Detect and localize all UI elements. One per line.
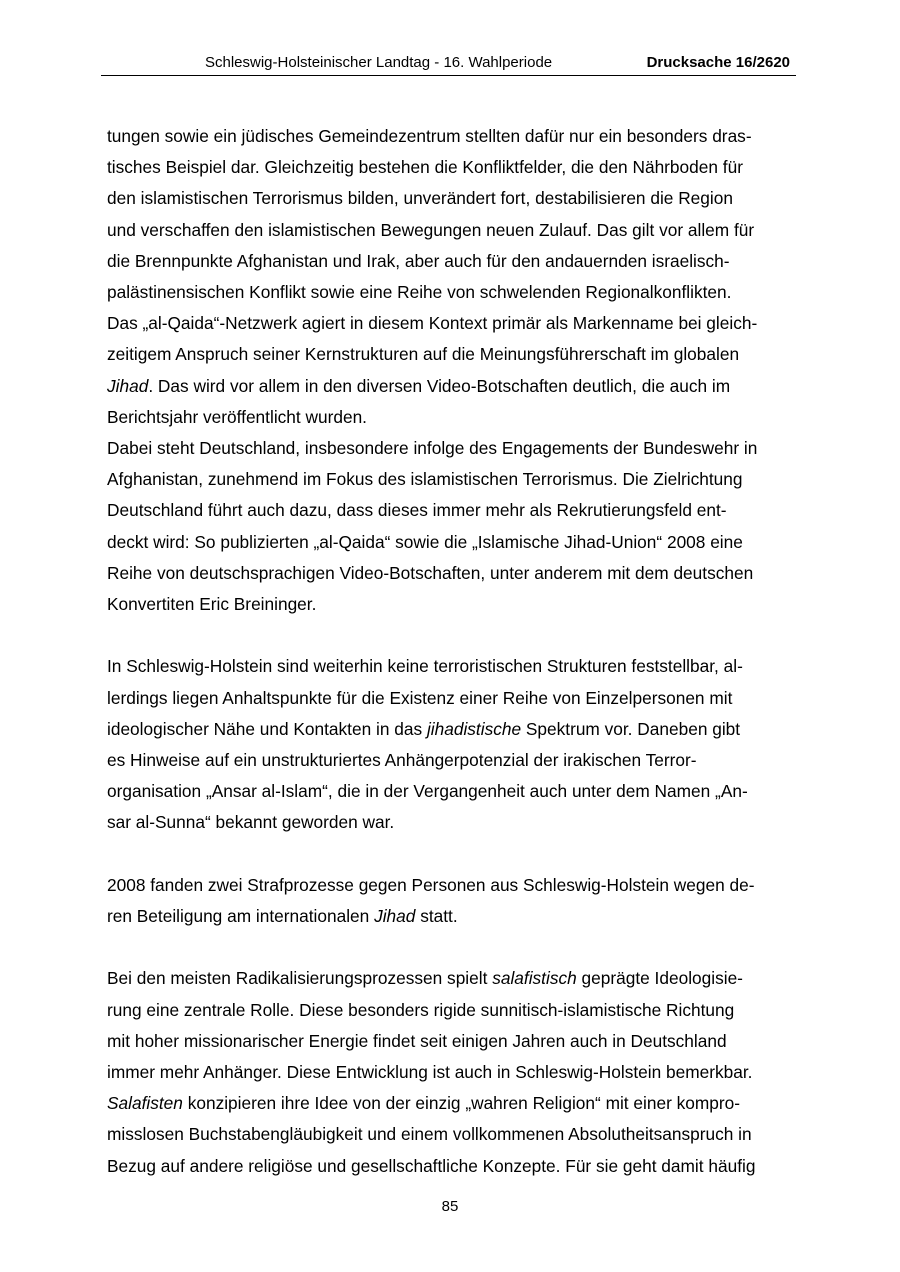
italic-term: salafistisch bbox=[492, 968, 577, 989]
text-line bbox=[107, 277, 792, 308]
text-line bbox=[107, 963, 792, 994]
text-line bbox=[107, 308, 792, 339]
text-run: Spektrum vor. Daneben gibt bbox=[521, 718, 741, 739]
paragraph-gap bbox=[107, 839, 792, 870]
text-run: geprägte Ideologisie- bbox=[576, 968, 743, 989]
text-run: Bei den meisten Radikalisierungsprozessen spielt bbox=[107, 968, 493, 989]
text-run: und verschaffen den islamistischen Bewegungen neuen Zulauf. Das gilt vor allem für bbox=[107, 219, 755, 240]
text-line bbox=[107, 807, 792, 838]
text-line bbox=[107, 152, 792, 183]
text-run: Dabei steht Deutschland, insbesondere infolge des Engagements der Bundeswehr in bbox=[107, 438, 758, 459]
text-run: zeitigem Anspruch seiner Kernstrukturen auf die Meinungsführerschaft im globalen bbox=[107, 344, 740, 365]
text-run: lerdings liegen Anhaltspunkte für die Existenz einer Reihe von Einzelpersonen mit bbox=[107, 687, 733, 708]
text-run: palästinensischen Konflikt sowie eine Reihe von schwelenden Regionalkonflikten. bbox=[107, 282, 732, 303]
text-run: konzipieren ihre Idee von der einzig „wahren Religion“ mit einer kompro- bbox=[182, 1093, 741, 1114]
text-line bbox=[107, 183, 792, 214]
text-run: tisches Beispiel dar. Gleichzeitig bestehen die Konfliktfelder, die den Nährboden für bbox=[107, 157, 743, 178]
text-run: sar al-Sunna“ bekannt geworden war. bbox=[107, 812, 395, 833]
text-line bbox=[107, 339, 792, 370]
text-line bbox=[107, 776, 792, 807]
text-run: ideologischer Nähe und Kontakten in das bbox=[107, 718, 427, 739]
text-run: immer mehr Anhänger. Diese Entwicklung ist auch in Schleswig-Holstein bemerkbar. bbox=[107, 1062, 753, 1083]
text-line bbox=[107, 995, 792, 1026]
text-line bbox=[107, 371, 792, 402]
text-run: den islamistischen Terrorismus bilden, unverändert fort, destabilisieren die Region bbox=[107, 188, 733, 209]
text-run: . Das wird vor allem in den diversen Video-Botschaften deutlich, die auch im bbox=[148, 375, 731, 396]
text-line bbox=[107, 1151, 792, 1182]
text-line bbox=[107, 433, 792, 464]
page-header bbox=[101, 53, 796, 76]
italic-term: Jihad bbox=[107, 375, 149, 396]
paragraph-gap bbox=[107, 932, 792, 963]
text-run: misslosen Buchstabengläubigkeit und einem vollkommenen Absolutheitsanspruch in bbox=[107, 1124, 752, 1145]
text-run: Deutschland führt auch dazu, dass dieses immer mehr als Rekrutierungsfeld ent- bbox=[107, 500, 727, 521]
text-line bbox=[107, 870, 792, 901]
text-line bbox=[107, 1088, 792, 1119]
text-run: Reihe von deutschsprachigen Video-Botschaften, unter anderem mit dem deutschen bbox=[107, 562, 754, 583]
text-run: In Schleswig-Holstein sind weiterhin keine terroristischen Strukturen feststellbar, al- bbox=[107, 656, 743, 677]
text-run: Afghanistan, zunehmend im Fokus des islamistischen Terrorismus. Die Zielrichtung bbox=[107, 469, 743, 490]
page-number: 85 bbox=[441, 1198, 459, 1215]
italic-term: Salafisten bbox=[107, 1093, 183, 1114]
text-run: 2008 fanden zwei Strafprozesse gegen Personen aus Schleswig-Holstein wegen de- bbox=[107, 874, 755, 895]
text-run: deckt wird: So publizierten „al-Qaida“ sowie die „Islamische Jihad-Union“ 2008 eine bbox=[107, 531, 743, 552]
text-line bbox=[107, 589, 792, 620]
text-run: Bezug auf andere religiöse und gesellschaftliche Konzepte. Für sie geht damit häufig bbox=[107, 1155, 756, 1176]
text-run: organisation „Ansar al-Islam“, die in der Vergangenheit auch unter dem Namen „An- bbox=[107, 781, 748, 802]
text-run: Konvertiten Eric Breininger. bbox=[107, 594, 317, 615]
text-line bbox=[107, 683, 792, 714]
text-run: die Brennpunkte Afghanistan und Irak, aber auch für den andauernden israelisch- bbox=[107, 250, 730, 271]
text-line bbox=[107, 1119, 792, 1150]
text-run: rung eine zentrale Rolle. Diese besonders rigide sunnitisch-islamistische Richtung bbox=[107, 999, 735, 1020]
text-line bbox=[107, 464, 792, 495]
text-line bbox=[107, 745, 792, 776]
text-line bbox=[107, 651, 792, 682]
header-title: Schleswig-Holsteinischer Landtag - 16. Wahlperiode bbox=[205, 54, 553, 71]
text-line bbox=[107, 246, 792, 277]
paragraph-gap bbox=[107, 620, 792, 651]
text-run: Das „al-Qaida“-Netzwerk agiert in diesem Kontext primär als Markenname bei gleich- bbox=[107, 313, 758, 334]
text-line bbox=[107, 1057, 792, 1088]
text-line bbox=[107, 901, 792, 932]
text-line bbox=[107, 402, 792, 433]
text-run: es Hinweise auf ein unstrukturiertes Anhängerpotenzial der irakischen Terror- bbox=[107, 750, 697, 771]
header-doc-number: Drucksache 16/2620 bbox=[646, 54, 790, 71]
text-run: Berichtsjahr veröffentlicht wurden. bbox=[107, 406, 367, 427]
text-run: ren Beteiligung am internationalen bbox=[107, 906, 375, 927]
text-line bbox=[107, 121, 792, 152]
text-line bbox=[107, 495, 792, 526]
text-line bbox=[107, 558, 792, 589]
italic-term: jihadistische bbox=[426, 718, 522, 739]
italic-term: Jihad bbox=[374, 906, 416, 927]
text-run: statt. bbox=[415, 906, 458, 927]
text-line bbox=[107, 215, 792, 246]
text-line bbox=[107, 714, 792, 745]
text-line bbox=[107, 527, 792, 558]
text-line bbox=[107, 1026, 792, 1057]
text-run: mit hoher missionarischer Energie findet seit einigen Jahren auch in Deutschland bbox=[107, 1030, 727, 1051]
body-text bbox=[107, 121, 792, 1182]
text-run: tungen sowie ein jüdisches Gemeindezentrum stellten dafür nur ein besonders dras- bbox=[107, 126, 752, 146]
